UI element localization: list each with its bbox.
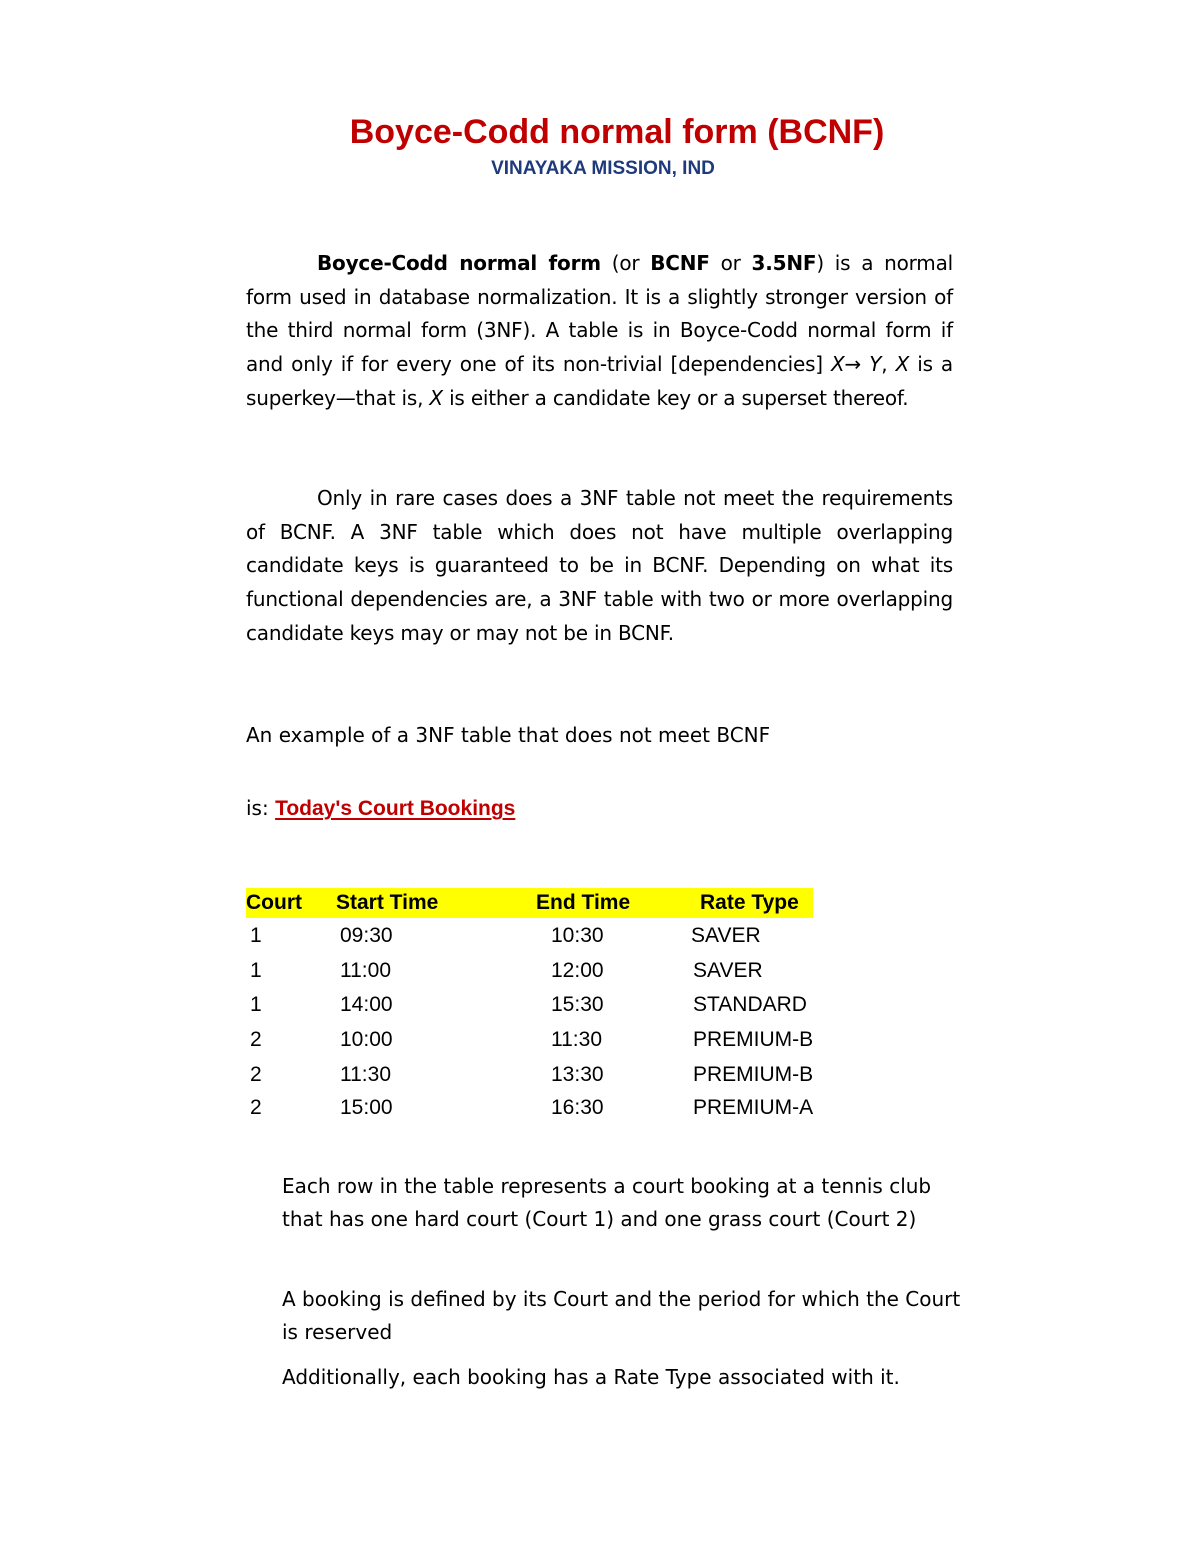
column-header-start-time: Start Time: [336, 888, 438, 918]
table-cell: 2: [250, 1063, 262, 1086]
table-cell: 1: [250, 924, 262, 947]
column-header-end-time: End Time: [536, 888, 630, 918]
table-cell: 1: [250, 959, 262, 982]
court-bookings-link[interactable]: Today's Court Bookings: [275, 797, 516, 820]
table-cell: 11:30: [551, 1028, 602, 1051]
table-cell: 12:00: [551, 959, 604, 982]
table-cell: 1: [250, 993, 262, 1016]
table-cell: 11:30: [340, 1063, 391, 1086]
table-cell: SAVER: [691, 924, 761, 947]
definition-paragraph: Boyce-Codd normal form (or BCNF or 3.5NF) is a normal form used in database normalization. It is a slightly stronger version of the third normal form (3NF). A table is in Boyce-Codd normal form if and only if for every one of its non-trivial [dependencies] X→ Y, X is a superkey—that is, X is either a candidate key or a superset thereof.: [246, 251, 954, 410]
table-cell: 16:30: [551, 1096, 604, 1119]
table-cell: PREMIUM-B: [693, 1063, 814, 1086]
rare-cases-paragraph: Only in rare cases does a 3NF table not meet the requirements of BCNF. A 3NF table which does not have multiple overlapping candidate keys is guaranteed to be in BCNF. Depending on what its functional dependencies are, a 3NF table with two or more overlapping candidate keys may or may not be in BCNF.: [246, 486, 953, 645]
table-cell: 09:30: [340, 924, 393, 947]
list-item: Each row in the table represents a court booking at a tennis club that has one hard court (Court 1) and one grass court (Court 2): [282, 1174, 932, 1231]
list-item: Additionally, each booking has a Rate Type associated with it.: [282, 1365, 900, 1389]
table-cell: 15:00: [340, 1096, 393, 1119]
example-caption: is: Today's Court Bookings: [246, 796, 516, 820]
table-cell: STANDARD: [693, 993, 807, 1016]
column-header-rate-type: Rate Type: [700, 888, 799, 918]
table-cell: 13:30: [551, 1063, 604, 1086]
page-title: Boyce-Codd normal form (BCNF): [349, 113, 885, 151]
page-subtitle: VINAYAKA MISSION, IND: [491, 158, 715, 179]
table-cell: PREMIUM-A: [693, 1096, 814, 1119]
table-cell: 10:00: [340, 1028, 393, 1051]
term-bcnf: Boyce-Codd normal form: [317, 251, 601, 275]
table-cell: SAVER: [693, 959, 763, 982]
example-intro: An example of a 3NF table that does not meet BCNF: [246, 723, 771, 747]
table-cell: PREMIUM-B: [693, 1028, 814, 1051]
list-item: A booking is defined by its Court and the period for which the Court is reserved: [282, 1287, 961, 1344]
table-cell: 2: [250, 1096, 262, 1119]
column-header-court: Court: [246, 888, 302, 918]
table-cell: 14:00: [340, 993, 393, 1016]
table-cell: 11:00: [340, 959, 391, 982]
table-cell: 2: [250, 1028, 262, 1051]
table-cell: 10:30: [551, 924, 604, 947]
table-cell: 15:30: [551, 993, 604, 1016]
